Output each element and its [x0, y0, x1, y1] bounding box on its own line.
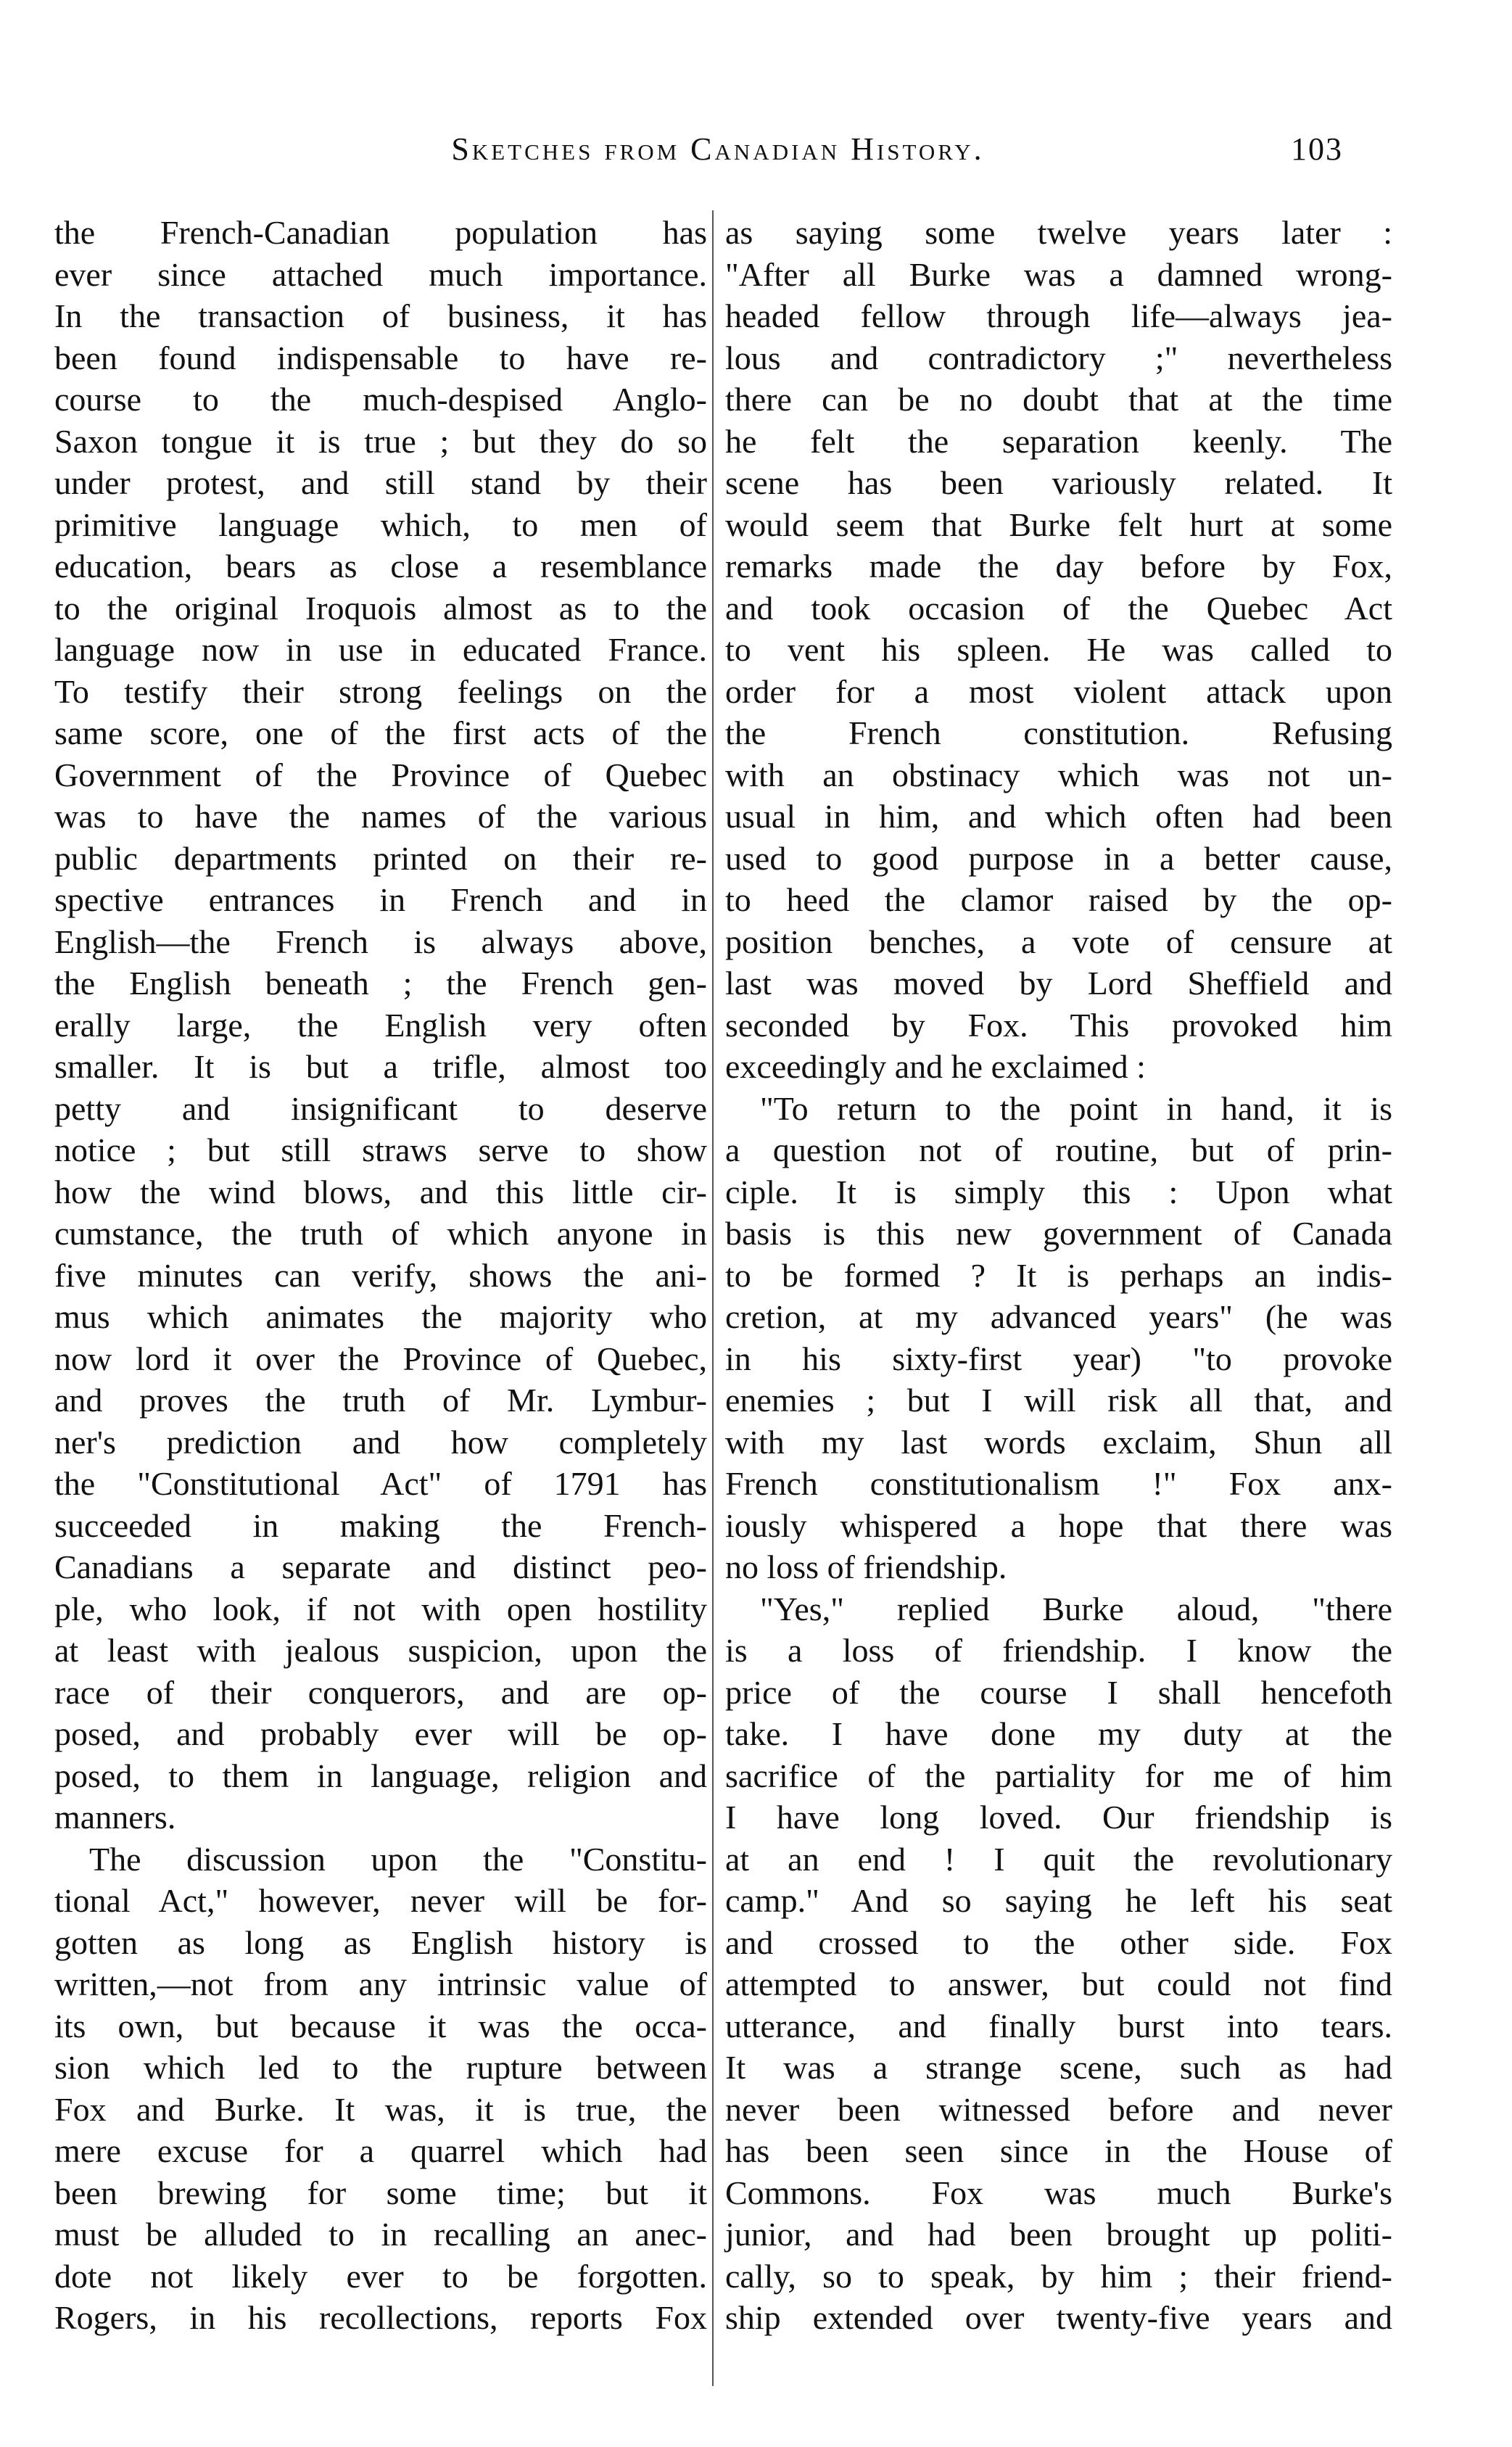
text-line: to heed the clamor raised by the op-	[725, 881, 1392, 918]
text-line: take. I have done my duty at the	[725, 1715, 1392, 1752]
running-head-title: Sketches from Canadian History.	[451, 131, 985, 167]
text-line: to the original Iroquois almost as to the	[54, 589, 707, 627]
text-line: usual in him, and which often had been	[725, 798, 1392, 835]
text-line: with an obstinacy which was not un-	[725, 756, 1392, 793]
text-line: basis is this new government of Canada	[725, 1215, 1392, 1252]
text-line: tional Act," however, never will be for-	[54, 1882, 707, 1919]
left-text-column	[54, 212, 707, 2339]
text-line: Commons. Fox was much Burke's	[725, 2174, 1392, 2211]
text-line: used to good purpose in a better cause,	[725, 839, 1392, 877]
text-line: been brewing for some time; but it	[54, 2174, 707, 2211]
text-line: "To return to the point in hand, it is	[760, 1089, 1392, 1127]
text-line: notice ; but still straws serve to show	[54, 1131, 707, 1168]
text-line: ship extended over twenty-five years and	[725, 2299, 1392, 2336]
text-line: the French constitution. Refusing	[725, 714, 1392, 751]
text-line: succeeded in making the French-	[54, 1506, 707, 1544]
text-line: mere excuse for a quarrel which had	[54, 2132, 707, 2169]
text-line: seconded by Fox. This provoked him	[725, 1006, 1392, 1044]
text-line: In the transaction of business, it has	[54, 297, 707, 334]
text-line: junior, and had been brought up politi-	[725, 2216, 1392, 2253]
text-line: "Yes," replied Burke aloud, "there	[760, 1590, 1392, 1627]
text-line: under protest, and still stand by their	[54, 464, 707, 501]
text-line: English—the French is always above,	[54, 923, 707, 960]
text-line: utterance, and finally burst into tears.	[725, 2007, 1392, 2044]
text-line: education, bears as close a resemblance	[54, 548, 707, 585]
text-line: to be formed ? It is perhaps an indis-	[725, 1256, 1392, 1294]
text-line: position benches, a vote of censure at	[725, 923, 1392, 960]
text-line: order for a most violent attack upon	[725, 672, 1392, 710]
text-line: smaller. It is but a trifle, almost too	[54, 1048, 707, 1085]
text-line: ciple. It is simply this : Upon what	[725, 1173, 1392, 1210]
text-line: sacrifice of the partiality for me of him	[725, 1757, 1392, 1794]
text-line: remarks made the day before by Fox,	[725, 548, 1392, 585]
text-line: race of their conquerors, and are op-	[54, 1673, 707, 1711]
text-line: erally large, the English very often	[54, 1006, 707, 1044]
running-head	[0, 131, 1512, 181]
text-line: primitive language which, to men of	[54, 506, 707, 543]
text-line: spective entrances in French and in	[54, 881, 707, 918]
text-line: must be alluded to in recalling an anec-	[54, 2216, 707, 2253]
text-line: posed, to them in language, religion and	[54, 1757, 707, 1794]
text-line: written,—not from any intrinsic value of	[54, 1965, 707, 2002]
text-line: as saying some twelve years later :	[725, 214, 1392, 251]
text-line: he felt the separation keenly. The	[725, 422, 1392, 460]
page-number: 103	[1291, 131, 1343, 167]
text-line: French constitutionalism !" Fox anx-	[725, 1465, 1392, 1502]
text-line: camp." And so saying he left his seat	[725, 1882, 1392, 1919]
text-line: ever since attached much importance.	[54, 255, 707, 293]
text-line: course to the much-despised Anglo-	[54, 381, 707, 418]
text-line: now lord it over the Province of Quebec,	[54, 1340, 707, 1377]
text-line: ple, who look, if not with open hostility	[54, 1590, 707, 1627]
text-line: is a loss of friendship. I know the	[725, 1632, 1392, 1669]
text-line: headed fellow through life—always jea-	[725, 297, 1392, 334]
text-line: at least with jealous suspicion, upon the	[54, 1632, 707, 1669]
text-line: dote not likely ever to be forgotten.	[54, 2257, 707, 2295]
text-line: to vent his spleen. He was called to	[725, 631, 1392, 668]
text-line: iously whispered a hope that there was	[725, 1506, 1392, 1544]
text-line: at an end ! I quit the revolutionary	[725, 1840, 1392, 1878]
text-line: price of the course I shall hencefoth	[725, 1673, 1392, 1711]
text-line: attempted to answer, but could not find	[725, 1965, 1392, 2002]
text-line: has been seen since in the House of	[725, 2132, 1392, 2169]
text-line: and proves the truth of Mr. Lymbur-	[54, 1382, 707, 1419]
text-line: manners.	[54, 1799, 176, 1836]
text-line: five minutes can verify, shows the ani-	[54, 1256, 707, 1294]
text-line: a question not of routine, but of prin-	[725, 1131, 1392, 1168]
text-line: same score, one of the first acts of the	[54, 714, 707, 751]
text-line: Government of the Province of Quebec	[54, 756, 707, 793]
text-line: would seem that Burke felt hurt at some	[725, 506, 1392, 543]
text-line: the English beneath ; the French gen-	[54, 965, 707, 1002]
text-line: been found indispensable to have re-	[54, 339, 707, 376]
text-line: cally, so to speak, by him ; their friend-	[725, 2257, 1392, 2295]
text-line: there can be no doubt that at the time	[725, 381, 1392, 418]
text-line: the "Constitutional Act" of 1791 has	[54, 1465, 707, 1502]
text-line: gotten as long as English history is	[54, 1923, 707, 1961]
text-line: Saxon tongue it is true ; but they do so	[54, 422, 707, 460]
right-text-column	[725, 212, 1392, 2339]
text-line: "After all Burke was a damned wrong-	[725, 255, 1392, 293]
text-line: The discussion upon the "Constitu-	[89, 1840, 707, 1878]
text-line: enemies ; but I will risk all that, and	[725, 1382, 1392, 1419]
text-line: Canadians a separate and distinct peo-	[54, 1548, 707, 1585]
text-line: and took occasion of the Quebec Act	[725, 589, 1392, 627]
text-line: was to have the names of the various	[54, 798, 707, 835]
text-line: ner's prediction and how completely	[54, 1423, 707, 1461]
column-divider	[712, 210, 714, 2386]
text-line: petty and insignificant to deserve	[54, 1089, 707, 1127]
text-line: It was a strange scene, such as had	[725, 2049, 1392, 2086]
text-line: Fox and Burke. It was, it is true, the	[54, 2090, 707, 2128]
text-line: in his sixty-first year) "to provoke	[725, 1340, 1392, 1377]
text-line: cretion, at my advanced years" (he was	[725, 1298, 1392, 1335]
text-line: with my last words exclaim, Shun all	[725, 1423, 1392, 1461]
text-line: last was moved by Lord Sheffield and	[725, 965, 1392, 1002]
text-line: exceedingly and he exclaimed :	[725, 1048, 1146, 1085]
text-line: no loss of friendship.	[725, 1548, 1007, 1585]
text-line: lous and contradictory ;" nevertheless	[725, 339, 1392, 376]
text-line: Rogers, in his recollections, reports Fox	[54, 2299, 707, 2336]
text-line: language now in use in educated France.	[54, 631, 707, 668]
text-line: its own, but because it was the occa-	[54, 2007, 707, 2044]
text-line: the French-Canadian population has	[54, 214, 707, 251]
text-line: I have long loved. Our friendship is	[725, 1799, 1392, 1836]
text-line: scene has been variously related. It	[725, 464, 1392, 501]
text-line: cumstance, the truth of which anyone in	[54, 1215, 707, 1252]
text-line: posed, and probably ever will be op-	[54, 1715, 707, 1752]
text-line: and crossed to the other side. Fox	[725, 1923, 1392, 1961]
text-line: mus which animates the majority who	[54, 1298, 707, 1335]
text-line: sion which led to the rupture between	[54, 2049, 707, 2086]
text-line: To testify their strong feelings on the	[54, 672, 707, 710]
text-line: how the wind blows, and this little cir-	[54, 1173, 707, 1210]
text-line: never been witnessed before and never	[725, 2090, 1392, 2128]
text-line: public departments printed on their re-	[54, 839, 707, 877]
